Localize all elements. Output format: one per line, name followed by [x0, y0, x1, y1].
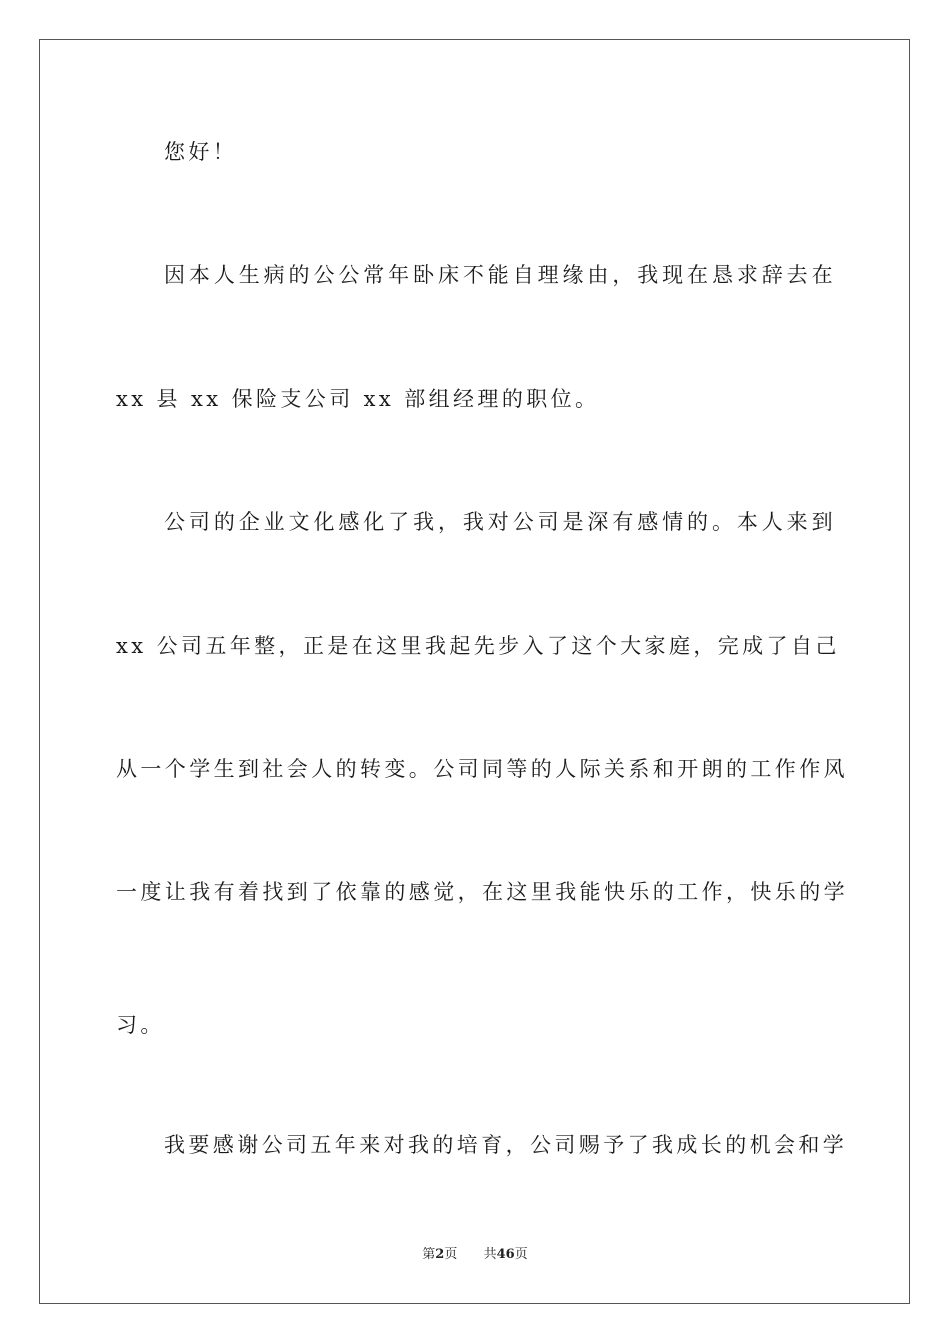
paragraph-line: 我要感谢公司五年来对我的培育，公司赐予了我成长的机会和学 [164, 1133, 848, 1157]
paragraph-line: xx 公司五年整，正是在这里我起先步入了这个大家庭，完成了自己 [116, 634, 840, 658]
paragraph-line: 因本人生病的公公常年卧床不能自理缘由，我现在恳求辞去在 [164, 263, 836, 287]
page-footer [0, 1243, 950, 1262]
paragraph-line: 公司的企业文化感化了我，我对公司是深有感情的。本人来到 [164, 510, 836, 534]
page-total: 共46页 [483, 1247, 528, 1262]
paragraph-line: 习。 [116, 1013, 165, 1037]
paragraph-line: xx 县 xx 保险支公司 xx 部组经理的职位。 [116, 387, 600, 411]
greeting-line: 您好！ [164, 140, 238, 164]
page-number: 第2页 [422, 1247, 458, 1262]
page-border [39, 39, 910, 1304]
paragraph-line: 从一个学生到社会人的转变。公司同等的人际关系和开朗的工作作风 [116, 757, 848, 781]
paragraph-line: 一度让我有着找到了依靠的感觉，在这里我能快乐的工作，快乐的学 [116, 880, 848, 904]
